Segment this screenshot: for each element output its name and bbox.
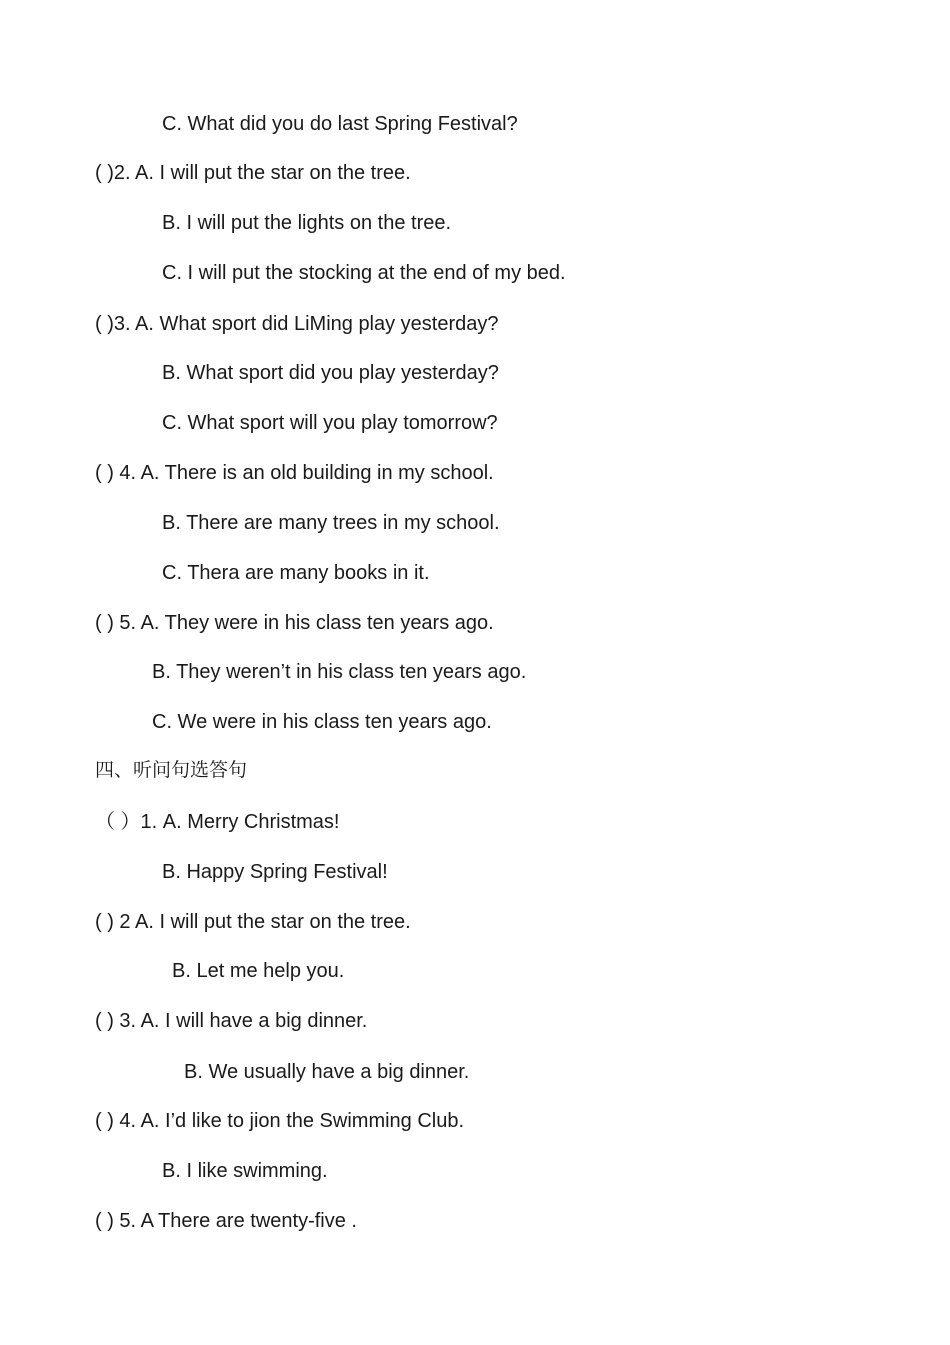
s3-q4-option-a: ( ) 4. A. There is an old building in my school. [95, 462, 494, 484]
s3-q2-option-c: C. I will put the stocking at the end of my bed. [162, 262, 566, 284]
s3-q3-option-c: C. What sport will you play tomorrow? [162, 412, 498, 434]
s3-q5-option-b: B. They weren’t in his class ten years ago. [152, 661, 527, 683]
s3-q5-option-c: C. We were in his class ten years ago. [152, 711, 492, 733]
s4-q1-option-a: （ ）1. A. Merry Christmas! [95, 811, 340, 833]
s3-q4-option-c: C. Thera are many books in it. [162, 562, 430, 584]
s3-q2-option-b: B. I will put the lights on the tree. [162, 212, 452, 234]
s4-q2-option-b: B. Let me help you. [172, 960, 345, 982]
s3-q5-option-a: ( ) 5. A. They were in his class ten years ago. [95, 612, 494, 634]
s4-q3-option-b: B. We usually have a big dinner. [184, 1061, 470, 1083]
s4-q4-option-a: ( ) 4. A. I’d like to jion the Swimming Club. [95, 1110, 465, 1132]
s3-q2-option-a: ( )2. A. I will put the star on the tree. [95, 162, 411, 184]
s4-q5-option-a: ( ) 5. A There are twenty-five . [95, 1210, 357, 1232]
s4-q2-option-a: ( ) 2 A. I will put the star on the tree. [95, 911, 411, 933]
s4-q4-option-b: B. I like swimming. [162, 1160, 328, 1182]
s4-q3-option-a: ( ) 3. A. I will have a big dinner. [95, 1010, 368, 1032]
section-4-heading: 四、听问句选答句 [95, 759, 248, 781]
s4-q1-option-b: B. Happy Spring Festival! [162, 861, 388, 883]
s3-q3-option-b: B. What sport did you play yesterday? [162, 362, 499, 384]
s3-q4-option-b: B. There are many trees in my school. [162, 512, 500, 534]
s3-q1-option-c: C. What did you do last Spring Festival? [162, 113, 518, 135]
s3-q3-option-a: ( )3. A. What sport did LiMing play yesterday? [95, 313, 499, 335]
